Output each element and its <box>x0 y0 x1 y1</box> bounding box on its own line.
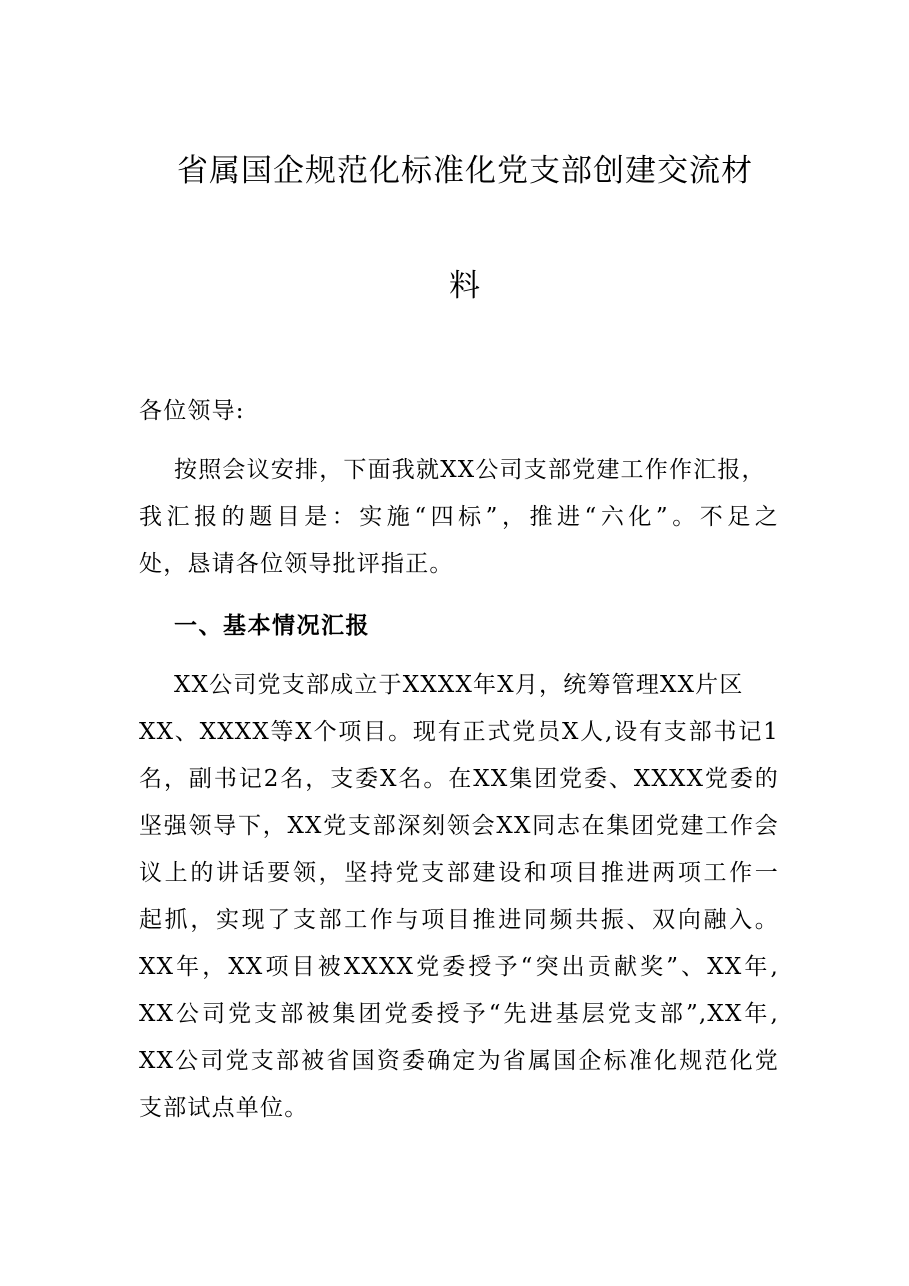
paragraph-basic-info-line: XX公司党支部被集团党委授予“先进基层党支部”,XX年, <box>139 1001 779 1027</box>
document-title-line-1: 省属国企规范化标准化党支部创建交流材 <box>177 153 753 189</box>
paragraph-basic-info <box>139 662 779 1132</box>
salutation-text: 各位领导: <box>139 398 245 424</box>
document-title-line-2: 料 <box>449 268 481 304</box>
paragraph-intro-line: 我汇报的题目是：实施“四标”，推进“六化”。不足之 <box>139 504 779 530</box>
paragraph-basic-info-line: 名，副书记2名，支委X名。在XX集团党委、XXXX党委的 <box>139 766 779 792</box>
paragraph-basic-info-line: XX、XXXX等X个项目。现有正式党员X人,设有支部书记1 <box>139 719 779 745</box>
paragraph-basic-info-line: 起抓，实现了支部工作与项目推进同频共振、双向融入。 <box>139 907 779 933</box>
salutation <box>139 388 779 435</box>
section-heading-1: 一、基本情况汇报 <box>174 613 370 639</box>
paragraph-basic-info-line: XX年，XX项目被XXXX党委授予“突出贡献奖”、XX年, <box>139 954 779 980</box>
paragraph-basic-info-line: XX公司党支部被省国资委确定为省属国企标准化规范化党 <box>139 1048 779 1074</box>
paragraph-intro-line: 按照会议安排，下面我就XX公司支部党建工作作汇报， <box>174 457 766 483</box>
paragraph-basic-info-line: XX公司党支部成立于XXXX年X月，统筹管理XX片区 <box>174 672 744 698</box>
paragraph-intro-line: 处，恳请各位领导批评指正。 <box>139 551 454 577</box>
paragraph-intro <box>139 447 779 588</box>
paragraph-basic-info-line: 议上的讲话要领，坚持党支部建设和项目推进两项工作一 <box>139 860 779 886</box>
paragraph-basic-info-line: 坚强领导下，XX党支部深刻领会XX同志在集团党建工作会 <box>139 813 779 839</box>
paragraph-basic-info-line: 支部试点单位。 <box>139 1095 309 1121</box>
